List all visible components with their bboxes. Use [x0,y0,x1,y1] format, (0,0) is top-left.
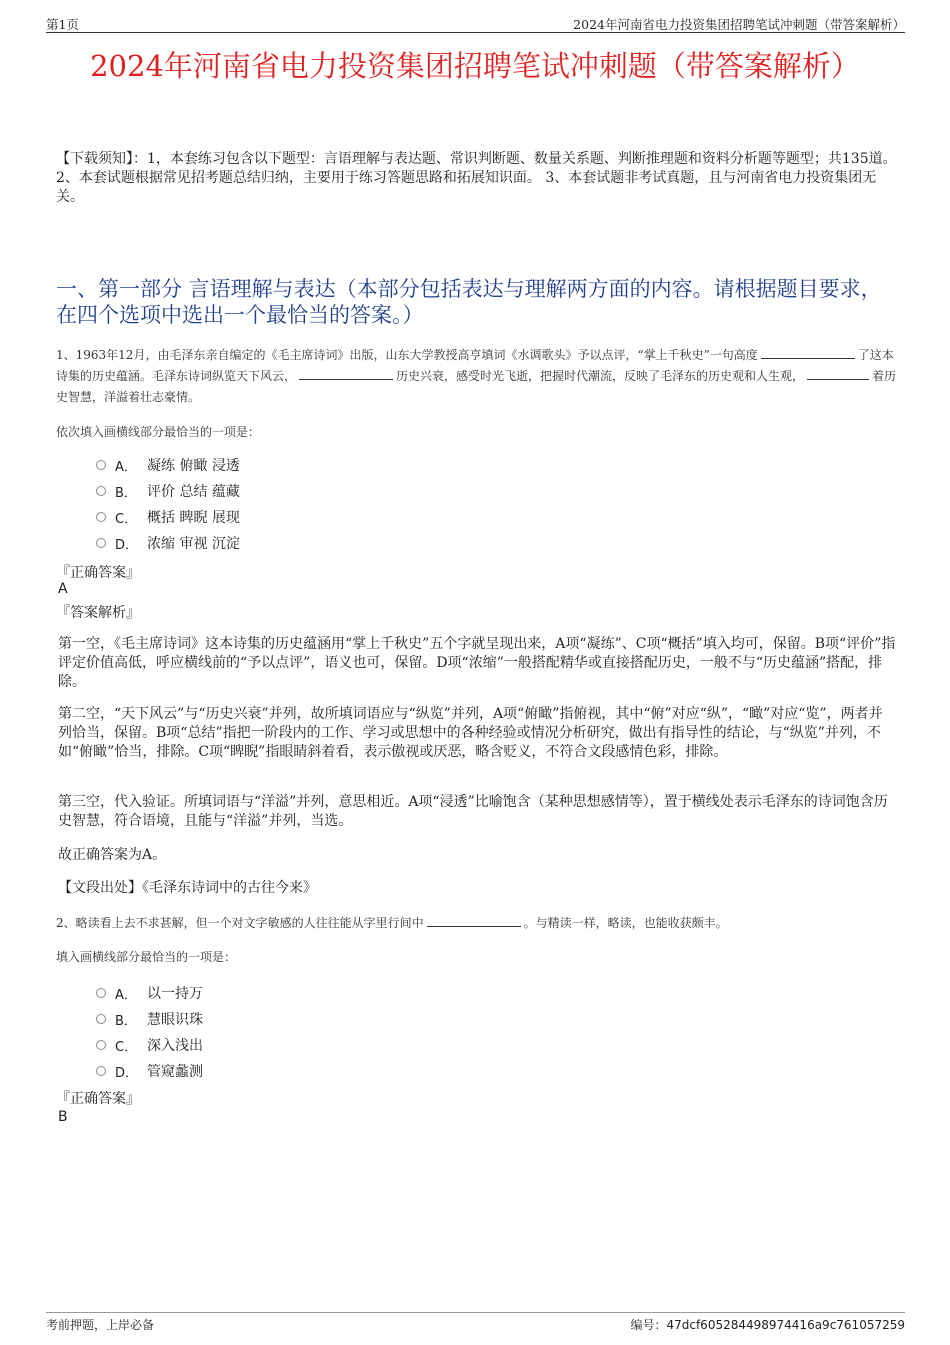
question-2-part-1: 2、略读看上去不求甚解，但一个对文字敏感的人往往能从字里行间中 [56,916,424,930]
option-b[interactable]: B． 评价 总结 蕴藏 [96,478,240,504]
question-1-options [96,452,240,556]
analysis-conclusion: 故正确答案为A。 [58,847,167,863]
analysis-label: 『答案解析』 [56,605,140,621]
analysis-paragraph-1: 第一空，《毛主席诗词》这本诗集的历史蕴涵用“掌上千秋史”五个字就呈现出来，A项“凝练”、C项“概括”填入均可，保留。B项“评价”指评定价值高低，呼应横线前的“予以点评”，语义也可，保留。D项“浓缩”一般搭配精华或直接搭配历史，一般不与“历史蕴涵”搭配，排除。 [58,636,896,690]
question-2-part-2: 。与精读一样，略读，也能收获颇丰。 [523,916,728,930]
answer-blank [807,367,869,380]
radio-icon[interactable] [96,1040,106,1050]
radio-icon[interactable] [96,512,106,522]
question-1-prompt: 依次填入画横线部分最恰当的一项是： [56,425,261,439]
correct-answer: B [58,1109,68,1125]
question-1-part-4: 着历史智慧，洋溢着壮志豪情。 [56,369,897,404]
question-2-prompt: 填入画横线部分最恰当的一项是： [56,950,237,964]
option-d[interactable]: D． 管窥蠡测 [96,1058,203,1084]
question-1-part-3: 历史兴衰，感受时光飞逝，把握时代潮流，反映了毛泽东的历史观和人生观， [396,369,805,383]
option-c[interactable]: C． 概括 睥睨 展现 [96,504,240,530]
answer-blank [427,914,521,927]
answer-blank [761,346,855,359]
correct-answer-label: 『正确答案』 [56,565,140,581]
document-title: 2024年河南省电力投资集团招聘笔试冲刺题（带答案解析） [90,49,860,83]
page-header [46,14,905,33]
correct-answer: A [58,581,68,597]
question-1-part-2: 了这本诗集的历史蕴涵。毛泽东诗词纵览天下风云， [56,348,894,383]
page-number: 第1页 [46,17,79,32]
radio-icon[interactable] [96,1066,106,1076]
section-heading: 一、第一部分 言语理解与表达（本部分包括表达与理解两方面的内容。请根据题目要求，在四个选项中选出一个最恰当的答案。） [56,277,882,327]
header-doc-title: 2024年河南省电力投资集团招聘笔试冲刺题（带答案解析） [573,17,905,32]
option-a[interactable]: A． 凝练 俯瞰 浸透 [96,452,240,478]
radio-icon[interactable] [96,460,106,470]
document-code: 编号：47dcf605284498974416a9c761057259 [630,1318,905,1332]
radio-icon[interactable] [96,538,106,548]
radio-icon[interactable] [96,988,106,998]
option-b[interactable]: B． 慧眼识珠 [96,1006,203,1032]
download-notice: 【下载须知】：1，本套练习包含以下题型：言语理解与表达题、常识判断题、数量关系题、判断推理题和资料分析题等题型；共135道。 2、本套试题根据常见招考题总结归纳，主要用于练习答题思路和拓展知识面。 3、本套试题非考试真题，且与河南省电力投资集团无关。 [56,151,897,205]
analysis-paragraph-3: 第三空，代入验证。所填词语与“洋溢”并列，意思相近。A项“浸透”比喻饱含（某种思想感情等），置于横线处表示毛泽东的诗词饱含历史智慧，符合语境，且能与“洋溢”并列，当选。 [58,794,888,829]
radio-icon[interactable] [96,1014,106,1024]
question-2-options [96,980,203,1084]
option-d[interactable]: D． 浓缩 审视 沉淀 [96,530,240,556]
correct-answer-label: 『正确答案』 [56,1091,140,1107]
source-citation: 【文段出处】《毛泽东诗词中的古往今来》 [58,880,317,896]
page-footer [46,1312,905,1335]
option-a[interactable]: A． 以一持万 [96,980,203,1006]
analysis-paragraph-2: 第二空，“天下风云”与“历史兴衰”并列，故所填词语应与“纵览”并列，A项“俯瞰”指俯视，其中“俯”对应“纵”，“瞰”对应“览”，两者并列恰当，保留。B项“总结”指把一阶段内的工作、学习或思想中的各种经验或情况分析研究，做出有指导性的结论，与“纵览”并列，不如“俯瞰”恰当，排除。C项“睥睨”指眼睛斜着看，表示傲视或厌恶，略含贬义，不符合文段感情色彩，排除。 [58,706,883,760]
answer-blank [299,367,393,380]
option-c[interactable]: C． 深入浅出 [96,1032,203,1058]
footer-slogan: 考前押题，上岸必备 [46,1318,155,1332]
question-1-text [56,345,901,408]
question-2-text [56,913,901,934]
question-1-part-1: 1、1963年12月，由毛泽东亲自编定的《毛主席诗词》出版，山东大学教授高亨填词《水调歌头》予以点评，“掌上千秋史”一句高度 [56,348,758,362]
radio-icon[interactable] [96,486,106,496]
